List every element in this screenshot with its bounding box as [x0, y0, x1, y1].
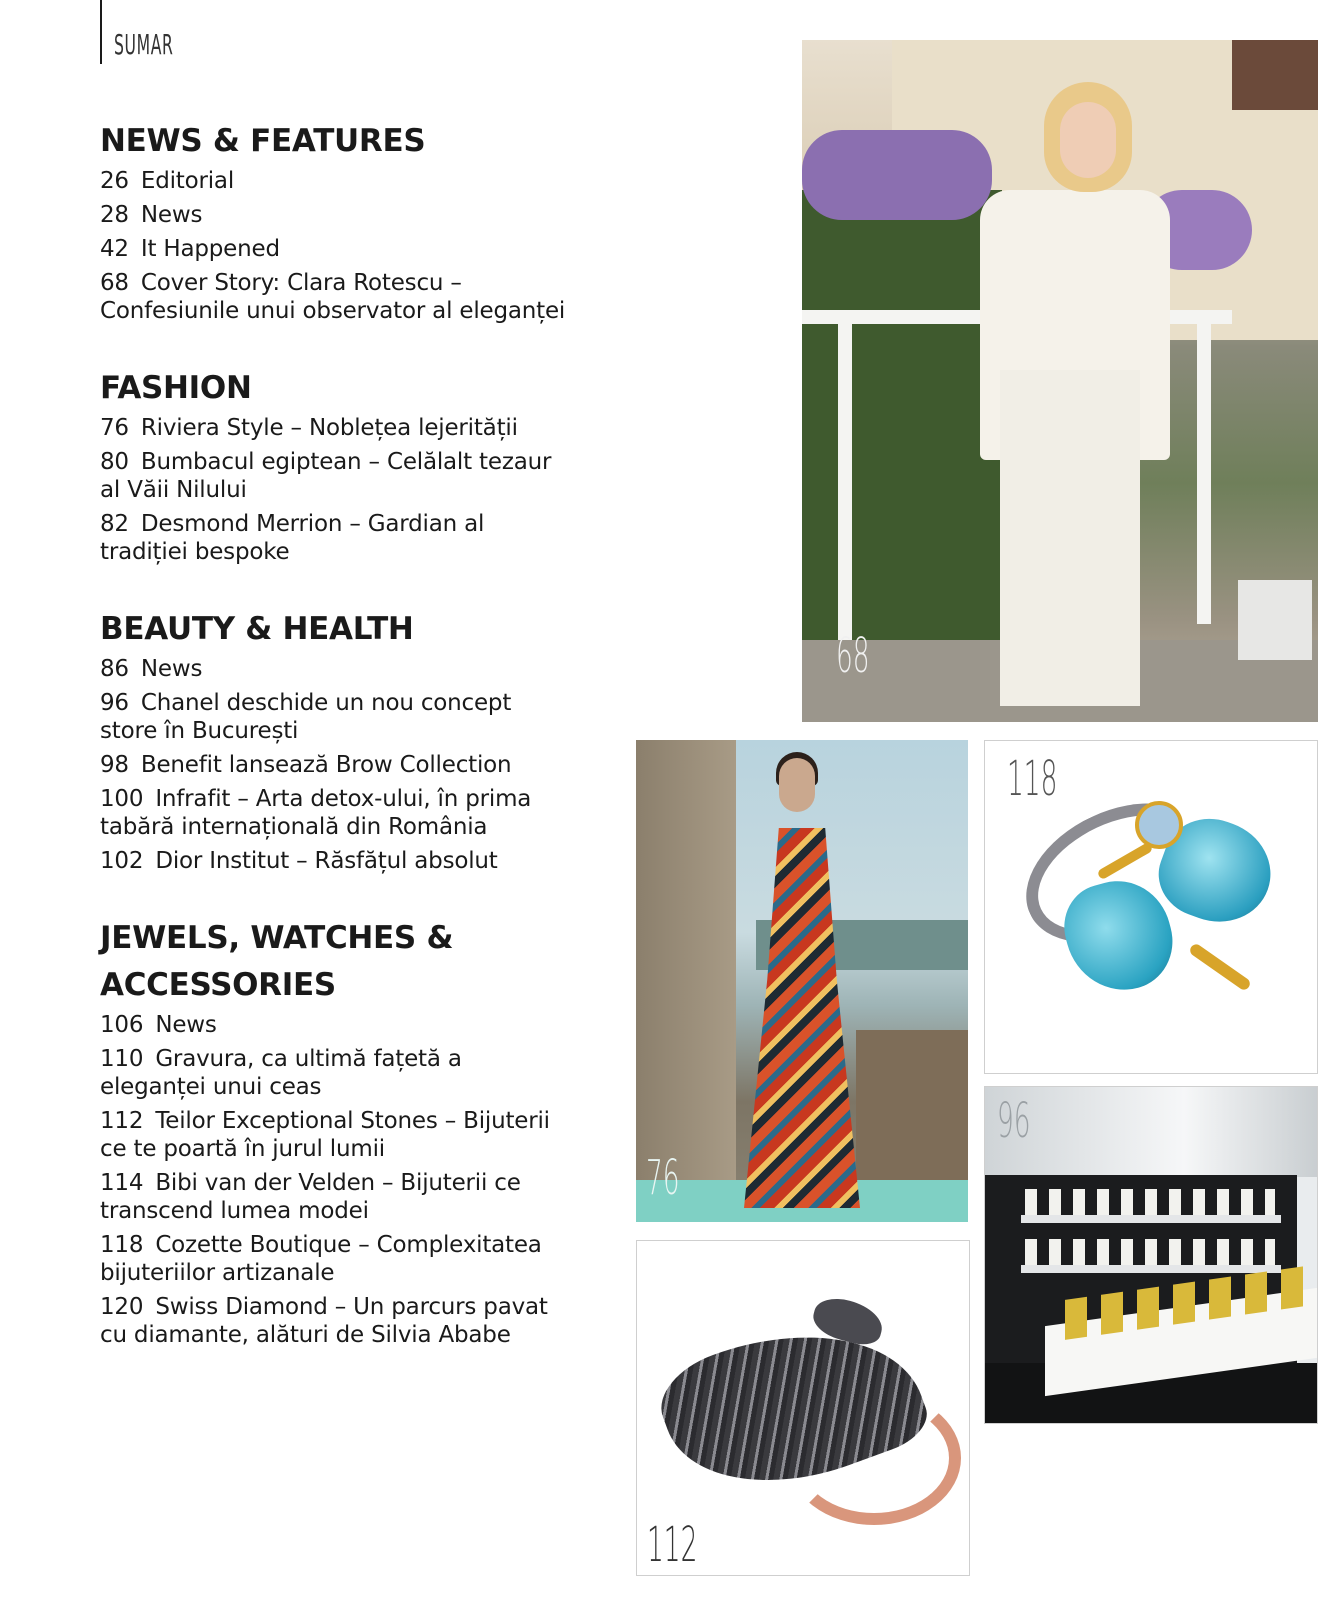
- page-number: 106: [100, 1012, 144, 1038]
- toc-section-news-features: [100, 118, 570, 325]
- toc-entry[interactable]: [100, 201, 570, 229]
- toc-entry[interactable]: [100, 1293, 570, 1349]
- toc-entry[interactable]: [100, 689, 570, 745]
- toc-entry[interactable]: [100, 1169, 570, 1225]
- toc-entry[interactable]: [100, 1011, 570, 1039]
- store-wall: [985, 1087, 1317, 1177]
- window: [1232, 40, 1318, 110]
- page-number: 68: [100, 270, 129, 296]
- entry-title: Dior Institut – Răsfățul absolut: [155, 848, 498, 874]
- page-number: 86: [100, 656, 129, 682]
- gold-detail: [1188, 942, 1252, 992]
- photo-page-number: 96: [997, 1093, 1031, 1149]
- section-heading: JEWELS, WATCHES & ACCESSORIES: [100, 920, 454, 1003]
- toc-entry[interactable]: [100, 510, 570, 566]
- plant-pot: [1238, 580, 1312, 660]
- hedge: [802, 190, 1002, 670]
- perfume-bottles: [1025, 1239, 1275, 1265]
- chanel-store-photo[interactable]: [984, 1086, 1318, 1424]
- topaz-stone: [1135, 801, 1183, 849]
- page-number: 114: [100, 1170, 144, 1196]
- page-number: 42: [100, 236, 129, 262]
- toc-section-fashion: [100, 365, 570, 566]
- fashion-photo[interactable]: [636, 740, 968, 1222]
- entry-title: Swiss Diamond – Un parcurs pavat cu diamante, alături de Silvia Ababe: [100, 1294, 548, 1348]
- toc-section-beauty-health: [100, 606, 570, 875]
- page-number: 100: [100, 786, 144, 812]
- model-face: [779, 758, 815, 812]
- page-number: 98: [100, 752, 129, 778]
- section-heading: NEWS & FEATURES: [100, 123, 426, 159]
- page-number: 26: [100, 168, 129, 194]
- page-number: 118: [100, 1232, 144, 1258]
- toc-entry[interactable]: [100, 269, 570, 325]
- entry-title: Riviera Style – Noblețea lejerității: [140, 415, 518, 441]
- teilor-ring-photo[interactable]: [636, 1240, 970, 1576]
- section-heading: BEAUTY & HEALTH: [100, 611, 414, 647]
- toc-entry[interactable]: [100, 655, 570, 683]
- page-number: 80: [100, 449, 129, 475]
- entry-title: Bumbacul egiptean – Celălalt tezaur al Văii Nilului: [100, 449, 552, 503]
- entry-title: Gravura, ca ultimă fațetă a eleganței unui ceas: [100, 1046, 462, 1100]
- patterned-dress: [744, 828, 860, 1208]
- entry-title: News: [140, 656, 203, 682]
- entry-title: News: [155, 1012, 217, 1038]
- toc-entry[interactable]: [100, 1107, 570, 1163]
- railing-post: [838, 324, 852, 644]
- entry-title: Infrafit – Arta detox-ului, în prima tabără internațională din România: [100, 786, 532, 840]
- toc-entry[interactable]: [100, 751, 570, 779]
- entry-title: Benefit lansează Brow Collection: [140, 752, 512, 778]
- entry-title: Editorial: [140, 168, 235, 194]
- perfume-bottles: [1025, 1189, 1275, 1215]
- toc-entry[interactable]: [100, 785, 570, 841]
- photo-page-number: 112: [647, 1517, 698, 1573]
- shelf: [1021, 1265, 1281, 1273]
- page-number: 112: [100, 1108, 144, 1134]
- photo-page-number: 76: [646, 1150, 680, 1206]
- page-number: 120: [100, 1294, 144, 1320]
- table-of-contents: [100, 118, 570, 1389]
- page-number: 102: [100, 848, 144, 874]
- model-face: [1060, 102, 1116, 178]
- entry-title: Teilor Exceptional Stones – Bijuterii ce te poartă în jurul lumii: [100, 1108, 550, 1162]
- toc-entry[interactable]: [100, 448, 570, 504]
- toc-entry[interactable]: [100, 1231, 570, 1287]
- shelf: [1021, 1215, 1281, 1223]
- entry-title: Cozette Boutique – Complexitatea bijuteriilor artizanale: [100, 1232, 542, 1286]
- toc-entry[interactable]: [100, 847, 570, 875]
- page-number: 76: [100, 415, 129, 441]
- entry-title: Desmond Merrion – Gardian al tradiției bespoke: [100, 511, 485, 565]
- hydrangea-flowers: [802, 130, 992, 220]
- page-number: 110: [100, 1046, 144, 1072]
- toc-entry[interactable]: [100, 167, 570, 195]
- header-rule: [100, 0, 102, 64]
- page-number: 82: [100, 511, 129, 537]
- page-number: 96: [100, 690, 129, 716]
- toc-section-jewels-watches: [100, 915, 570, 1349]
- photo-page-number: 118: [1007, 751, 1058, 807]
- entry-title: Bibi van der Velden – Bijuterii ce transcend lumea modei: [100, 1170, 521, 1224]
- photo-page-number: 68: [836, 628, 870, 684]
- entry-title: Cover Story: Clara Rotescu – Confesiunile unui observator al eleganței: [100, 270, 566, 324]
- cover-story-photo[interactable]: [802, 40, 1318, 722]
- entry-title: News: [140, 202, 203, 228]
- toc-entry[interactable]: [100, 1045, 570, 1101]
- white-trousers: [1000, 370, 1140, 706]
- toc-entry[interactable]: [100, 235, 570, 263]
- entry-title: It Happened: [140, 236, 280, 262]
- rock-formation: [856, 1030, 968, 1200]
- section-label: SUMAR: [114, 28, 174, 61]
- page-number: 28: [100, 202, 129, 228]
- entry-title: Chanel deschide un nou concept store în București: [100, 690, 512, 744]
- section-heading: FASHION: [100, 370, 252, 406]
- cozette-ring-photo[interactable]: [984, 740, 1318, 1074]
- toc-entry[interactable]: [100, 414, 570, 442]
- railing-post: [1197, 324, 1211, 624]
